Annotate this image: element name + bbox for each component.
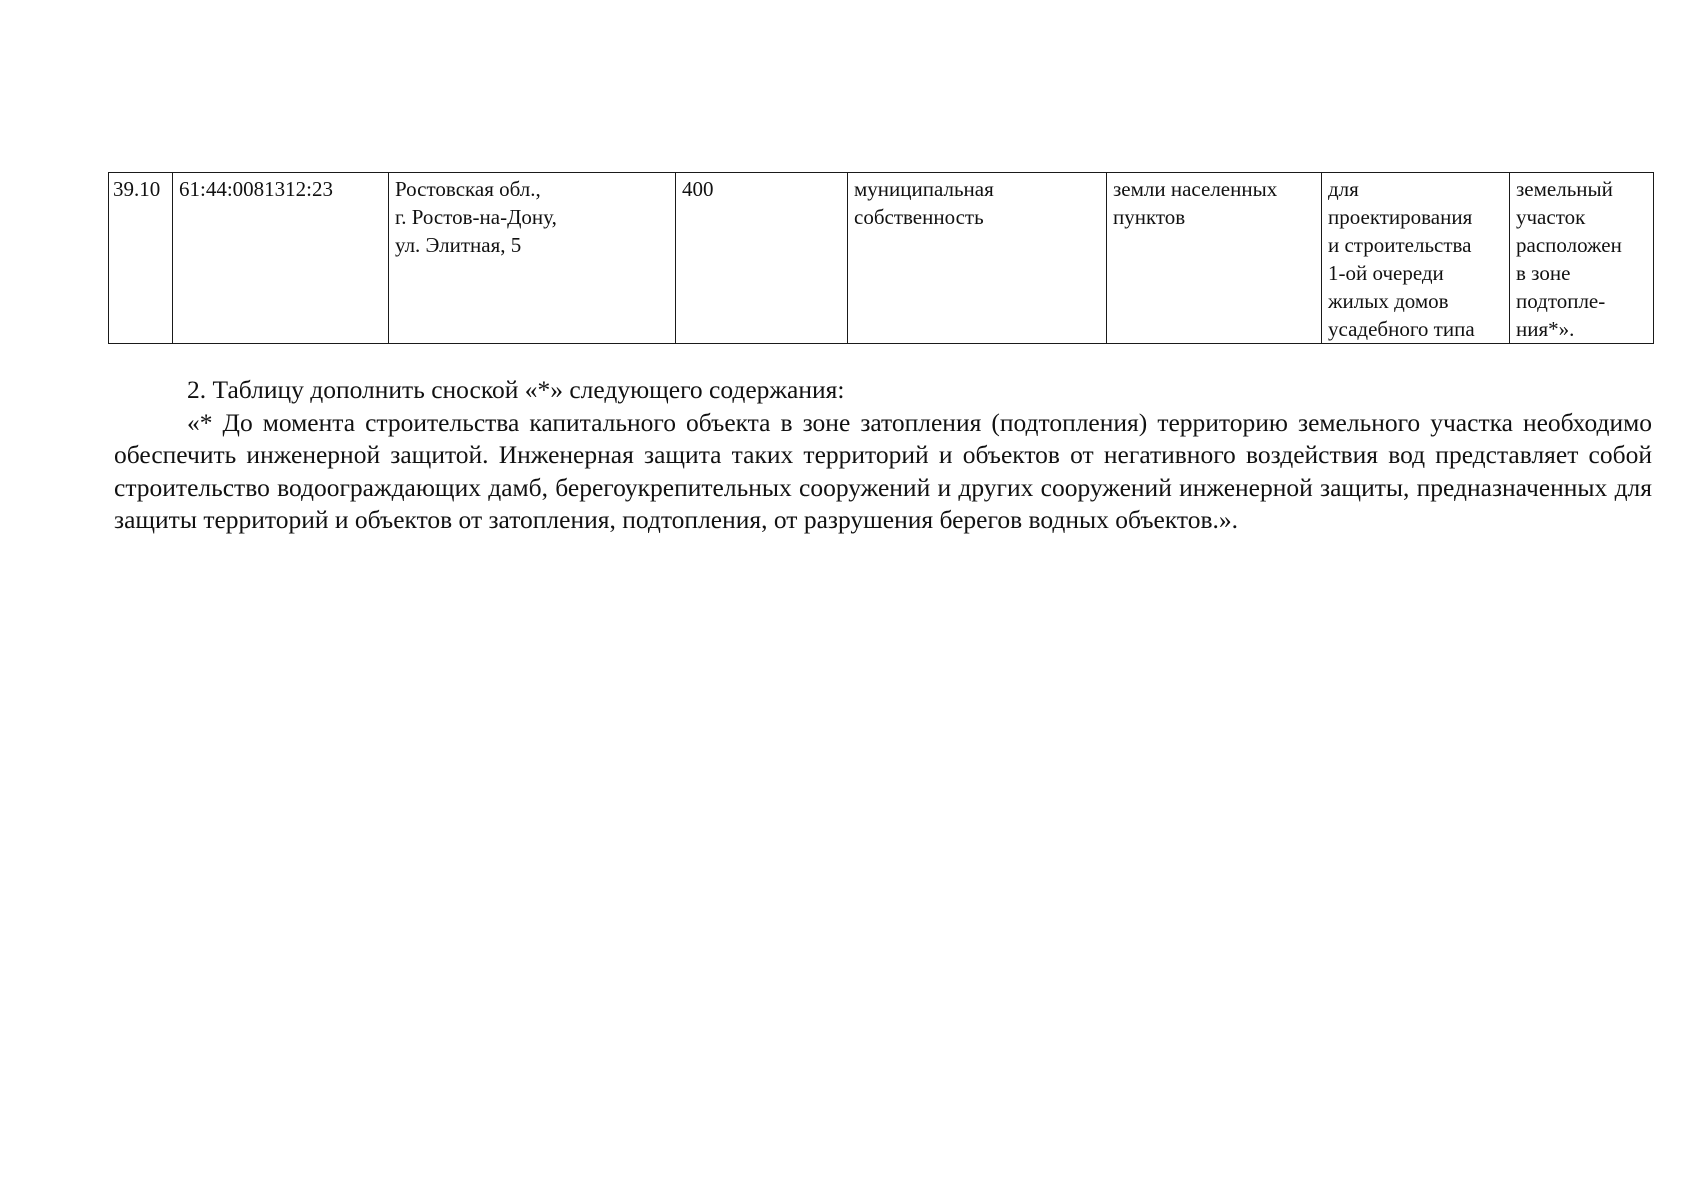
address-line: ул. Элитная, 5 bbox=[395, 233, 522, 257]
note-line: участок bbox=[1516, 205, 1586, 229]
permitted-use-line: усадебного типа bbox=[1328, 317, 1475, 341]
note-cell bbox=[1510, 173, 1654, 344]
permitted-use-line: для bbox=[1328, 177, 1359, 201]
note-line: земельный bbox=[1516, 177, 1613, 201]
permitted-use-line: проектирования bbox=[1328, 205, 1473, 229]
note-line: расположен bbox=[1516, 233, 1622, 257]
area-cell bbox=[676, 173, 848, 344]
address-line: г. Ростов-на-Дону, bbox=[395, 205, 557, 229]
area-value: 400 bbox=[682, 177, 714, 201]
address-cell bbox=[389, 173, 676, 344]
land-category-cell bbox=[1107, 173, 1322, 344]
permitted-use-line: и строительства bbox=[1328, 233, 1472, 257]
note-line: подтопле- bbox=[1516, 289, 1606, 313]
cadastral-number-cell bbox=[173, 173, 389, 344]
ownership-line: муниципальная bbox=[854, 177, 994, 201]
footnote-text-paragraph: «* До момента строительства капитального объекта в зоне затопления (подтопления) территорию земельного участка необходимо обеспечить инженерной защитой. Инженерная защита таких территорий и объектов от негативного воздействия вод представляет собой строительство водоограждающих дамб, берегоукрепительных сооружений и других сооружений инженерной защиты, предназначенных для защиты территорий и объектов от затопления, подтопления, от разрушения берегов водных объектов.». bbox=[114, 407, 1652, 534]
permitted-use-line: жилых домов bbox=[1328, 289, 1449, 313]
land-category-line: пунктов bbox=[1113, 205, 1186, 229]
land-plot-table bbox=[108, 172, 1654, 344]
row-number: 39.10 bbox=[113, 177, 161, 201]
permitted-use-cell bbox=[1322, 173, 1510, 344]
note-line: в зоне bbox=[1516, 261, 1571, 285]
footnote-intro-paragraph: 2. Таблицу дополнить сноской «*» следующего содержания: bbox=[187, 375, 845, 404]
address-line: Ростовская обл., bbox=[395, 177, 541, 201]
cadastral-number: 61:44:0081312:23 bbox=[179, 177, 334, 201]
table-row bbox=[109, 173, 1654, 344]
permitted-use-line: 1-ой очереди bbox=[1328, 261, 1444, 285]
row-number-cell bbox=[109, 173, 173, 344]
ownership-cell bbox=[848, 173, 1107, 344]
land-category-line: земли населенных bbox=[1113, 177, 1278, 201]
amendment-text bbox=[114, 374, 1652, 537]
ownership-line: собственность bbox=[854, 205, 984, 229]
note-line: ния*». bbox=[1516, 317, 1575, 341]
